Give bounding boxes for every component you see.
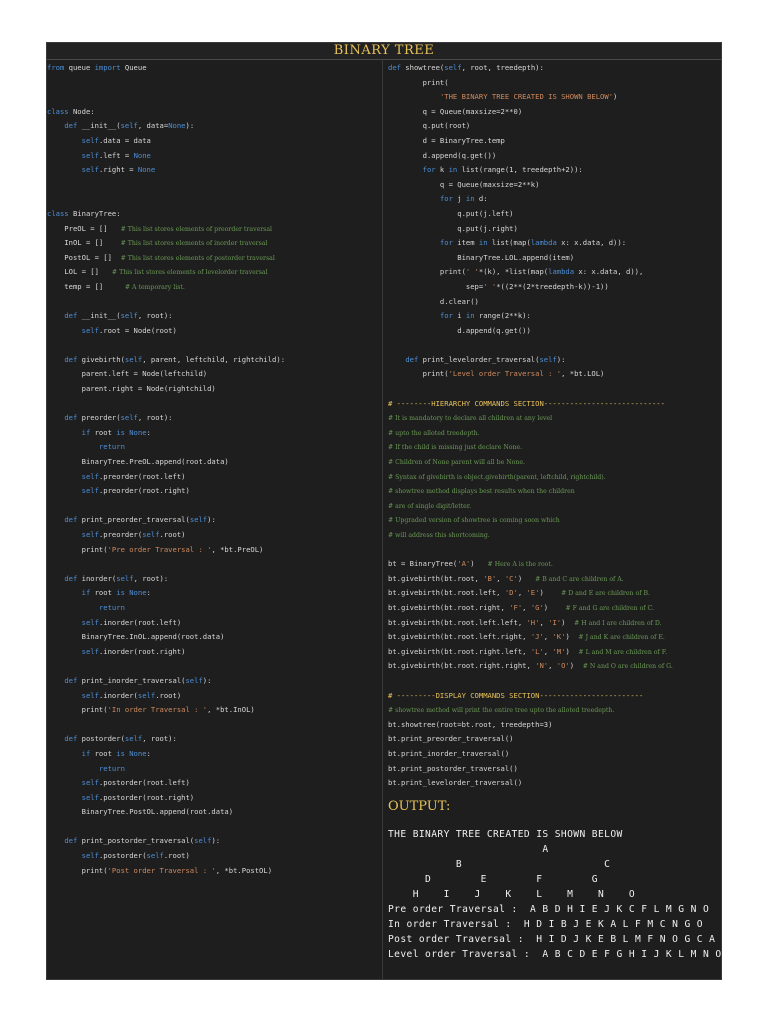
left-code-line bbox=[47, 659, 381, 674]
right-code-line: q.put(root) bbox=[388, 121, 471, 131]
output-heading: OUTPUT: bbox=[388, 798, 451, 814]
left-code-line: def postorder(self, root): bbox=[64, 734, 177, 744]
output-line: Post order Traversal : H I D J K E B L M F N O G C A bbox=[388, 933, 716, 945]
left-code-line: if root is None: bbox=[81, 427, 151, 437]
left-code-line: BinaryTree.PostOL.append(root.data) bbox=[47, 807, 234, 817]
left-code-line: PostOL = [] # This list stores elements of postorder traversal bbox=[47, 252, 275, 262]
right-code-line: for item in list(map(lambda x: x.data, d)): bbox=[439, 238, 627, 248]
right-code-line: # Children of None parent will all be None. bbox=[388, 459, 525, 467]
left-code-line: def __init__(self, root): bbox=[64, 311, 173, 321]
left-code-line bbox=[47, 718, 381, 733]
page-title: BINARY TREE bbox=[47, 43, 721, 60]
left-code-line: if root is None: bbox=[81, 588, 151, 598]
left-code-line: self.preorder(root.left) bbox=[81, 471, 186, 481]
left-code-line: def preorder(self, root): bbox=[64, 413, 173, 423]
left-code-line: def print_postorder_traversal(self): bbox=[64, 836, 221, 846]
left-code-line bbox=[47, 76, 381, 91]
output-line: D E F G bbox=[388, 873, 598, 885]
left-code-line: parent.right = Node(rightchild) bbox=[47, 384, 216, 394]
left-code-line bbox=[47, 178, 381, 193]
left-code-line: self.preorder(root.right) bbox=[81, 486, 190, 496]
left-code-line: BinaryTree.PreOL.append(root.data) bbox=[47, 457, 229, 467]
right-code-line: bt.print_inorder_traversal() bbox=[388, 748, 510, 758]
left-code-line: self.left = None bbox=[81, 150, 151, 160]
left-code-line: self.data = data bbox=[81, 135, 151, 145]
right-code-line: # are of single digit/letter. bbox=[388, 502, 472, 510]
left-code-line: from queue import Queue bbox=[47, 63, 147, 72]
document-page bbox=[46, 42, 722, 980]
right-code-line: bt.print_preorder_traversal() bbox=[388, 734, 514, 744]
right-code-line: BinaryTree.LOL.append(item) bbox=[388, 252, 575, 262]
left-code-line: self.right = None bbox=[81, 165, 156, 175]
right-code-line bbox=[388, 543, 718, 558]
right-code-line: print( bbox=[388, 77, 449, 87]
right-code-line: bt.print_levelorder_traversal() bbox=[388, 778, 523, 788]
left-code-line: class Node: bbox=[47, 106, 95, 116]
right-code-line bbox=[388, 674, 718, 689]
left-code-line: temp = [] # A temporary list. bbox=[47, 281, 185, 291]
right-code-line: print('Level order Traversal : ', *bt.LOL) bbox=[388, 369, 605, 379]
right-code-line: d.clear() bbox=[388, 296, 479, 306]
left-code-line: def print_preorder_traversal(self): bbox=[64, 515, 216, 525]
left-code-line: BinaryTree.InOL.append(root.data) bbox=[47, 632, 225, 642]
output-line: A bbox=[388, 843, 549, 855]
right-code-line: bt = BinaryTree('A') # Here A is the root. bbox=[388, 559, 553, 569]
right-code-line: bt.showtree(root=bt.root, treedepth=3) bbox=[388, 719, 553, 729]
left-code-line bbox=[47, 192, 381, 207]
left-code-line: self.inorder(root.left) bbox=[81, 617, 182, 627]
code-block-right bbox=[388, 61, 718, 791]
right-code-line: q.put(j.left) bbox=[388, 208, 514, 218]
output-line: Level order Traversal : A B C D E F G H I J K L M N O bbox=[388, 948, 722, 960]
right-code-line: # showtree method will print the entire tree upto the alloted treedepth. bbox=[388, 707, 615, 715]
output-line: H I J K L M N O bbox=[388, 888, 636, 900]
left-code-line bbox=[47, 820, 381, 835]
left-code-line: self.inorder(self.root) bbox=[81, 690, 182, 700]
right-code-line: q = Queue(maxsize=2**0) bbox=[388, 106, 523, 116]
left-code-line bbox=[47, 90, 381, 105]
right-code-line: for i in range(2**k): bbox=[439, 311, 531, 321]
left-code-line: self.postorder(self.root) bbox=[81, 851, 190, 861]
right-code-line: d.append(q.get()) bbox=[388, 150, 497, 160]
output-line: Pre order Traversal : A B D H I E J K C F L M G N O bbox=[388, 903, 710, 915]
left-code-line: print('Pre order Traversal : ', *bt.PreOL) bbox=[47, 544, 264, 554]
output-line: In order Traversal : H D I B J E K A L F M C N G O bbox=[388, 918, 703, 930]
left-code-line: parent.left = Node(leftchild) bbox=[47, 369, 208, 379]
right-code-line: d.append(q.get()) bbox=[388, 325, 531, 335]
right-code-line: bt.givebirth(bt.root, 'B', 'C') # B and C are children of A. bbox=[388, 573, 624, 583]
right-code-line: d = BinaryTree.temp bbox=[388, 135, 505, 145]
left-code-line: self.root = Node(root) bbox=[81, 325, 177, 335]
left-code-line: def print_inorder_traversal(self): bbox=[64, 675, 212, 685]
right-code-line: for k in list(range(1, treedepth+2)): bbox=[422, 165, 583, 175]
right-code-line: # showtree method displays best results when the children bbox=[388, 488, 575, 496]
right-code-line: # It is mandatory to declare all children at any level bbox=[388, 415, 553, 423]
column-divider bbox=[382, 59, 383, 979]
left-code-line: self.preorder(self.root) bbox=[81, 530, 186, 539]
output-block bbox=[388, 827, 722, 962]
left-code-line: self.postorder(root.right) bbox=[81, 792, 195, 802]
right-code-line bbox=[388, 338, 718, 353]
right-code-line: q.put(j.right) bbox=[388, 223, 518, 233]
left-code-line bbox=[47, 499, 381, 514]
left-code-line: print('Post order Traversal : ', *bt.PostOL) bbox=[47, 865, 273, 875]
right-code-line: bt.givebirth(bt.root.left, 'D', 'E') # D and E are children of B. bbox=[388, 588, 650, 598]
right-code-line: def print_levelorder_traversal(self): bbox=[405, 354, 566, 364]
right-code-line: bt.givebirth(bt.root.left.right, 'J', 'K') # J and K are children of E. bbox=[388, 632, 665, 642]
right-code-line: bt.givebirth(bt.root.left.left, 'H', 'I') # H and I are children of D. bbox=[388, 617, 662, 627]
left-code-line: InOL = [] # This list stores elements of inorder traversal bbox=[47, 238, 268, 248]
right-code-line: bt.givebirth(bt.root.right.left, 'L', 'M') # L and M are children of F. bbox=[388, 646, 668, 656]
left-code-line: if root is None: bbox=[81, 748, 151, 758]
left-code-line: return bbox=[98, 763, 125, 773]
left-code-line: class BinaryTree: bbox=[47, 208, 121, 218]
right-code-line: # Syntax of givebirth is object.givebirth(parent, leftchild, rightchild). bbox=[388, 473, 606, 481]
left-code-line: LOL = [] # This list stores elements of levelorder traversal bbox=[47, 267, 268, 277]
right-code-line: sep=' '*((2**(2*treedepth-k))-1)) bbox=[388, 281, 609, 291]
right-code-line: # Upgraded version of showtree is coming soon which bbox=[388, 517, 560, 525]
right-code-line: # ---------DISPLAY COMMANDS SECTION------------------------ bbox=[388, 690, 644, 700]
right-code-line: def showtree(self, root, treedepth): bbox=[388, 63, 544, 72]
left-code-line: return bbox=[98, 602, 125, 612]
right-code-line: bt.givebirth(bt.root.right, 'F', 'G') # F and G are children of C. bbox=[388, 602, 655, 612]
right-code-line: # will address this shortcoming. bbox=[388, 532, 490, 539]
left-code-line bbox=[47, 397, 381, 412]
left-code-line: def __init__(self, data=None): bbox=[64, 121, 195, 131]
left-code-line bbox=[47, 557, 381, 572]
left-code-line: self.postorder(root.left) bbox=[81, 778, 190, 788]
left-code-line: self.inorder(root.right) bbox=[81, 646, 186, 656]
left-code-line bbox=[47, 338, 381, 353]
left-code-line: PreOL = [] # This list stores elements of preorder traversal bbox=[47, 223, 273, 233]
left-code-line: def givebirth(self, parent, leftchild, rightchild): bbox=[64, 354, 286, 364]
left-code-line: print('In order Traversal : ', *bt.InOL) bbox=[47, 705, 255, 715]
right-code-line: bt.print_postorder_traversal() bbox=[388, 763, 518, 773]
left-code-line: return bbox=[98, 442, 125, 452]
output-line: B C bbox=[388, 858, 611, 870]
left-code-line: def inorder(self, root): bbox=[64, 573, 169, 583]
right-code-line: # If the child is missing just declare None. bbox=[388, 444, 523, 452]
right-code-line: 'THE BINARY TREE CREATED IS SHOWN BELOW') bbox=[439, 92, 618, 102]
right-code-line bbox=[388, 382, 718, 397]
output-line: THE BINARY TREE CREATED IS SHOWN BELOW bbox=[388, 828, 623, 840]
right-code-line: print(' '*(k), *list(map(lambda x: x.data, d)), bbox=[388, 267, 644, 277]
right-code-line: # --------HIERARCHY COMMANDS SECTION---------------------------- bbox=[388, 398, 665, 408]
left-code-line bbox=[47, 295, 381, 310]
right-code-line: bt.givebirth(bt.root.right.right, 'N', 'O') # N and O are children of G. bbox=[388, 661, 673, 671]
right-code-line: # upto the alloted treedepth. bbox=[388, 429, 480, 437]
code-column-right bbox=[388, 61, 722, 962]
right-code-line: q = Queue(maxsize=2**k) bbox=[388, 179, 540, 189]
code-column-left bbox=[47, 61, 381, 878]
right-code-line: for j in d: bbox=[439, 194, 488, 204]
